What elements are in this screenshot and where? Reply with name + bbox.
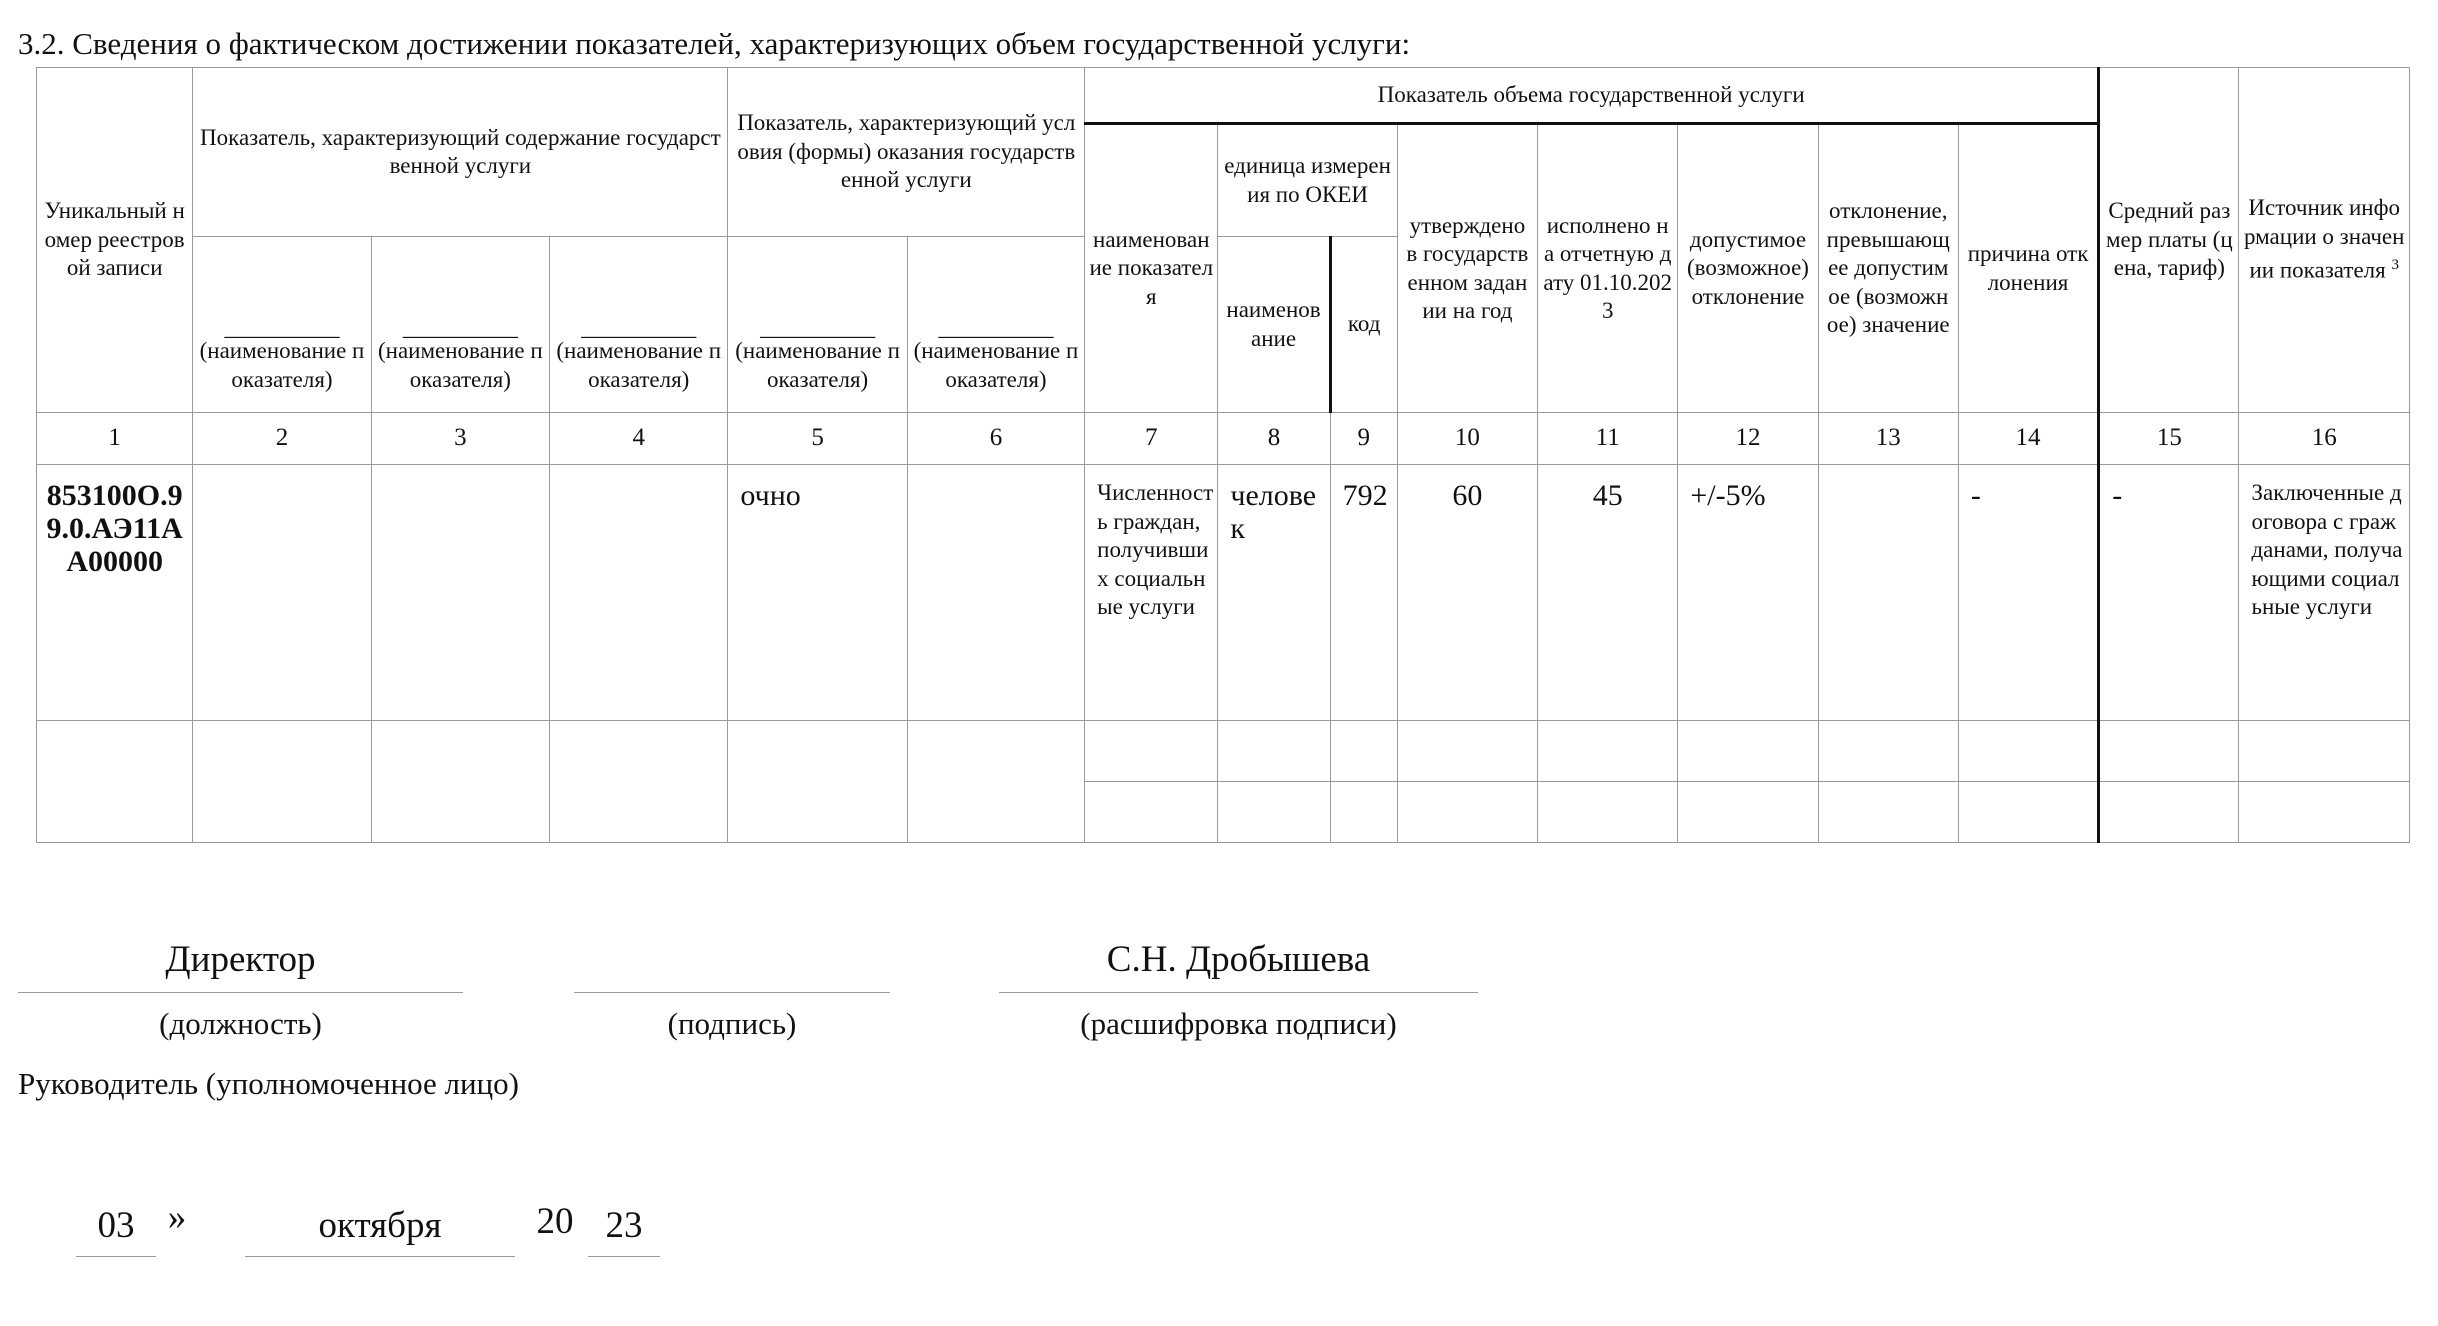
header-avg-fee: Средний размер платы (цена, тариф) (2099, 68, 2239, 413)
empty-cell (1397, 782, 1537, 843)
column-number: 2 (193, 413, 371, 465)
empty-cell (1397, 721, 1537, 782)
empty-cell (1218, 782, 1330, 843)
empty-cell (193, 721, 371, 843)
header-approved: утверждено в государственном задании на год (1397, 124, 1537, 413)
column-number: 15 (2099, 413, 2239, 465)
placeholder-indicator-3: __________ (наименование показателя) (371, 237, 549, 413)
info-source-value: Заключенные договора с гражданами, получающими социальные услуги (2239, 465, 2410, 721)
position-value: Директор (165, 939, 316, 980)
position-line (18, 992, 463, 993)
fulfilled-value: 45 (1538, 465, 1678, 721)
empty-cell (371, 721, 549, 843)
volume-indicators-table (36, 67, 2410, 843)
empty-cell (1818, 782, 1958, 843)
column-number: 10 (1397, 413, 1537, 465)
empty-cell (1958, 721, 2098, 782)
empty-cell (2099, 721, 2239, 782)
header-volume-indicator: Показатель объема государственной услуги (1085, 68, 2099, 124)
column-number: 1 (37, 413, 193, 465)
registry-number: 853100О.99.0.АЭ11АА00000 (37, 465, 193, 721)
placeholder-indicator-5: __________ (наименование показателя) (728, 237, 907, 413)
signature-caption: (подпись) (667, 1006, 797, 1041)
empty-cell (1218, 721, 1330, 782)
empty-cell (1538, 782, 1678, 843)
empty-cell (1085, 721, 1218, 782)
approved-value: 60 (1397, 465, 1537, 721)
empty-cell (2239, 721, 2410, 782)
date-day-line (76, 1256, 156, 1257)
date-month-line (245, 1256, 515, 1257)
signature-line (574, 992, 890, 993)
header-deviation-reason: причина отклонения (1958, 124, 2098, 413)
conditions-indicator-value-6 (907, 465, 1084, 721)
empty-cell (2239, 782, 2410, 843)
date-day: 03 (97, 1205, 135, 1246)
empty-cell (1818, 721, 1958, 782)
content-indicator-value-3 (371, 465, 549, 721)
empty-cell (550, 721, 728, 843)
empty-cell (728, 721, 907, 843)
header-content-indicator: Показатель, характеризующий содержание государственной услуги (193, 68, 728, 237)
header-indicator-name: наименование показателя (1085, 124, 1218, 413)
empty-cell (2099, 782, 2239, 843)
date-year-line (588, 1256, 660, 1257)
name-caption: (расшифровка подписи) (1080, 1006, 1397, 1041)
placeholder-indicator-4: __________ (наименование показателя) (550, 237, 728, 413)
column-number: 16 (2239, 413, 2410, 465)
column-number: 13 (1818, 413, 1958, 465)
column-number: 5 (728, 413, 907, 465)
date-month: октября (318, 1205, 442, 1246)
empty-cell (907, 721, 1084, 843)
unit-name-value: человек (1218, 465, 1330, 721)
name-line (999, 992, 1478, 993)
empty-cell (1538, 721, 1678, 782)
deviation-reason-value: - (1958, 465, 2098, 721)
empty-cell (1678, 782, 1818, 843)
column-number: 3 (371, 413, 549, 465)
column-number: 7 (1085, 413, 1218, 465)
head-label: Руководитель (уполномоченное лицо) (18, 1066, 519, 1101)
header-conditions-indicator: Показатель, характеризующий условия (формы) оказания государственной услуги (728, 68, 1085, 237)
empty-cell (1085, 782, 1218, 843)
content-indicator-value-4 (550, 465, 728, 721)
header-unit-code: код (1330, 237, 1397, 413)
section-title: 3.2. Сведения о фактическом достижении показателей, характеризующих объем государственной услуги: (18, 26, 1411, 61)
header-allowed-deviation: допустимое (возможное) отклонение (1678, 124, 1818, 413)
column-number: 11 (1538, 413, 1678, 465)
column-number: 14 (1958, 413, 2098, 465)
service-form-value: очно (728, 465, 907, 721)
column-number: 9 (1330, 413, 1397, 465)
date-century: 20 (536, 1201, 574, 1242)
placeholder-indicator-2: __________ (наименование показателя) (193, 237, 371, 413)
header-unique-number: Уникальный номер реестровой записи (37, 68, 193, 413)
empty-cell (37, 721, 193, 843)
column-number: 12 (1678, 413, 1818, 465)
exceeding-deviation-value (1818, 465, 1958, 721)
date-quote: » (167, 1197, 187, 1238)
header-unit-okei: единица измерения по ОКЕИ (1218, 124, 1397, 237)
empty-cell (1330, 782, 1397, 843)
header-exceeding-deviation: отклонение, превышающее допустимое (возможное) значение (1818, 124, 1958, 413)
empty-cell (1678, 721, 1818, 782)
empty-cell (1958, 782, 2098, 843)
avg-fee-value: - (2099, 465, 2239, 721)
footnote-3: 3 (2391, 257, 2399, 274)
column-number: 8 (1218, 413, 1330, 465)
header-fulfilled: исполнено на отчетную дату 01.10.2023 (1538, 124, 1678, 413)
position-caption: (должность) (159, 1006, 322, 1041)
column-number: 4 (550, 413, 728, 465)
header-info-source: Источник информации о значении показателя $^3$ (2239, 68, 2410, 413)
unit-code-value: 792 (1330, 465, 1397, 721)
date-year: 23 (605, 1205, 643, 1246)
name-value: С.Н. Дробышева (1106, 939, 1371, 980)
column-number: 6 (907, 413, 1084, 465)
placeholder-indicator-6: __________ (наименование показателя) (907, 237, 1084, 413)
empty-cell (1330, 721, 1397, 782)
content-indicator-value-2 (193, 465, 371, 721)
indicator-name-value: Численность граждан, получивших социальные услуги (1085, 465, 1218, 721)
allowed-deviation-value: +/-5% (1678, 465, 1818, 721)
header-unit-name: наименование (1218, 237, 1330, 413)
